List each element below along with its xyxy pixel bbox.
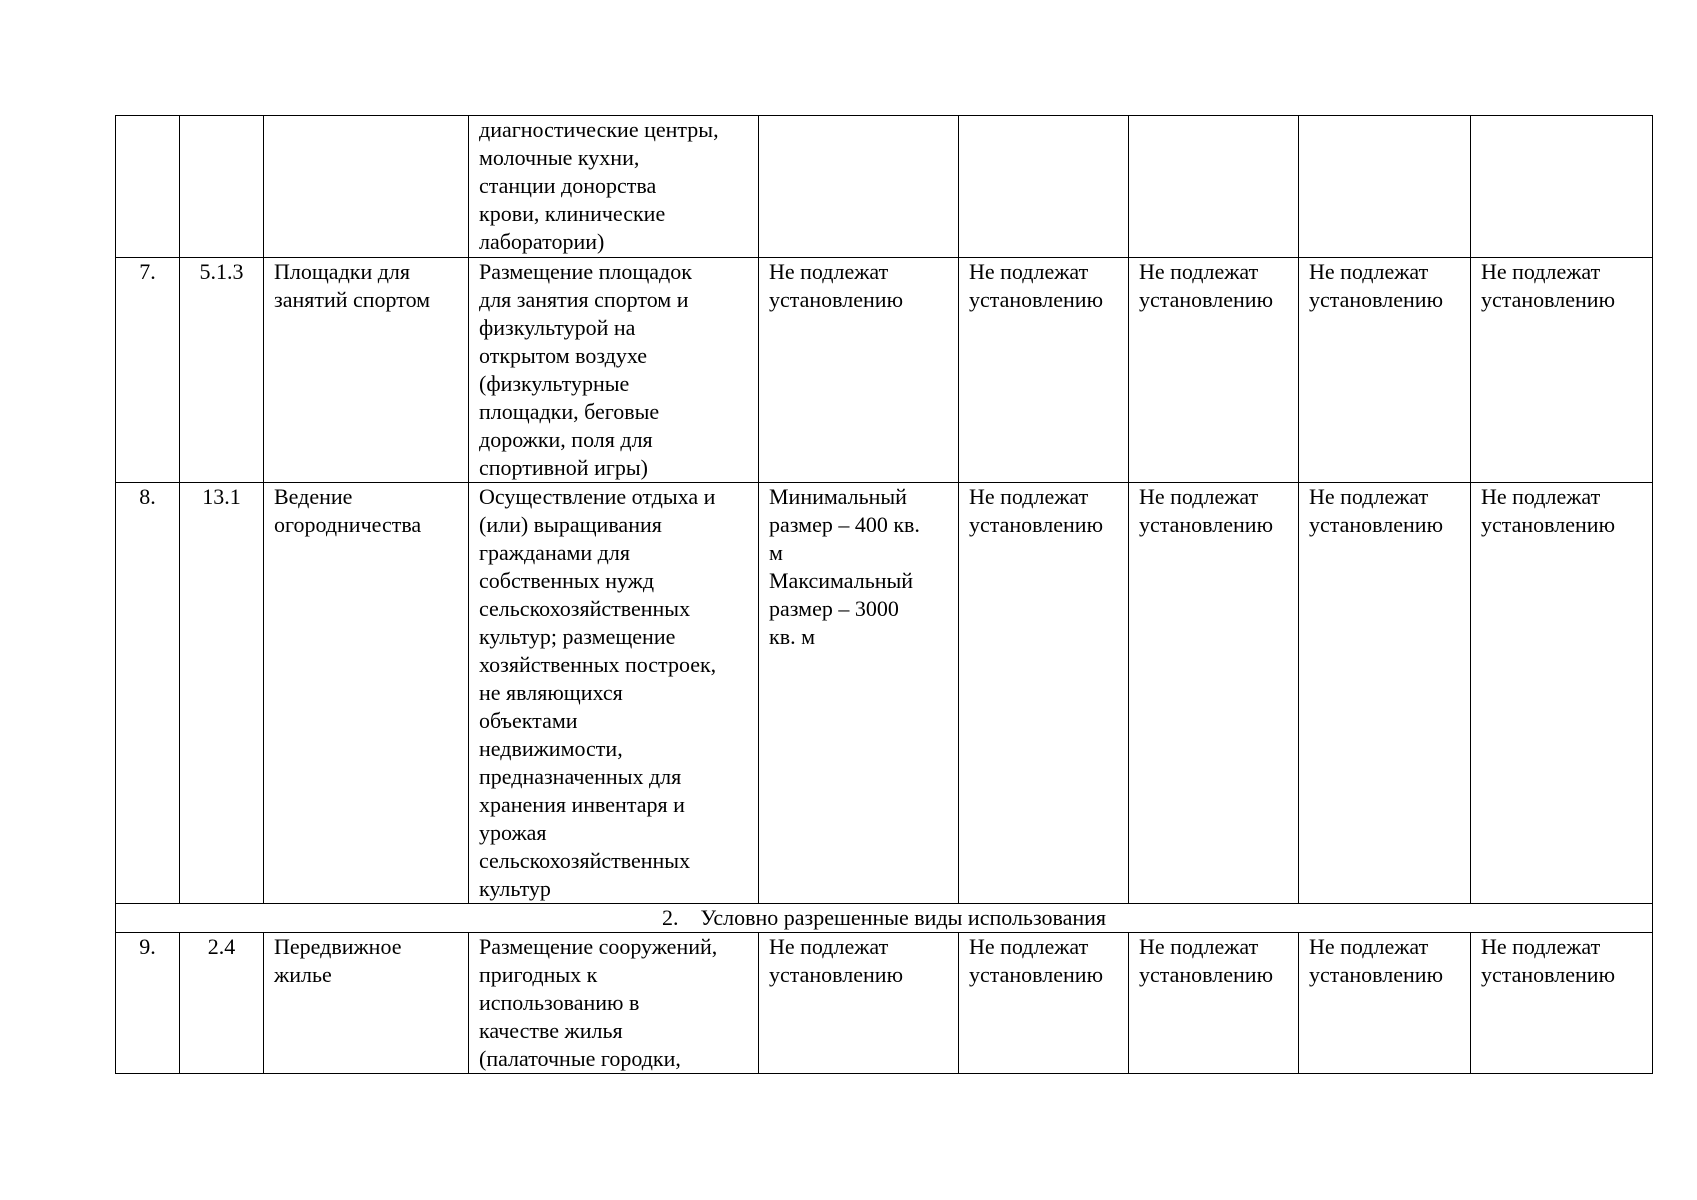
col8-line: Не подлежат bbox=[1309, 934, 1429, 959]
col6-line: установлению bbox=[969, 962, 1104, 987]
description-line: площадки, беговые bbox=[479, 399, 660, 424]
col8-line: Не подлежат bbox=[1309, 259, 1429, 284]
cell-col6 bbox=[959, 258, 1129, 483]
description-line: недвижимости, bbox=[479, 736, 623, 761]
cell-col7 bbox=[1129, 483, 1299, 904]
description-line: Размещение площадок bbox=[479, 259, 692, 284]
cell-code: 5.1.3 bbox=[180, 258, 264, 483]
description-line: использованию в bbox=[479, 990, 640, 1015]
cell-name bbox=[264, 483, 469, 904]
size-line: Не подлежат bbox=[769, 259, 889, 284]
col7-line: Не подлежат bbox=[1139, 934, 1259, 959]
description-line: молочные кухни, bbox=[479, 145, 640, 170]
cell-description bbox=[469, 258, 759, 483]
description-line: открытом воздухе bbox=[479, 343, 648, 368]
description-line: для занятия спортом и bbox=[479, 287, 689, 312]
col9-line: Не подлежат bbox=[1481, 259, 1601, 284]
name-line: Площадки для bbox=[274, 259, 411, 284]
col9-line: Не подлежат bbox=[1481, 484, 1601, 509]
size-line: размер – 3000 bbox=[769, 596, 899, 621]
cell-col9 bbox=[1471, 258, 1653, 483]
cell-col6 bbox=[959, 933, 1129, 1074]
description-line: Размещение сооружений, bbox=[479, 934, 718, 959]
col6-line: Не подлежат bbox=[969, 934, 1089, 959]
size-line: установлению bbox=[769, 962, 904, 987]
description-line: сельскохозяйственных bbox=[479, 596, 691, 621]
cell-size bbox=[759, 483, 959, 904]
description-line: качестве жилья bbox=[479, 1018, 623, 1043]
description-line: спортивной игры) bbox=[479, 455, 648, 480]
cell-name bbox=[264, 258, 469, 483]
cell-name bbox=[264, 116, 469, 258]
description-line: пригодных к bbox=[479, 962, 598, 987]
cell-size bbox=[759, 116, 959, 258]
description-line: хранения инвентаря и bbox=[479, 792, 685, 817]
col9-line: установлению bbox=[1481, 512, 1616, 537]
cell-size bbox=[759, 933, 959, 1074]
description-line: урожая bbox=[479, 820, 547, 845]
cell-col9 bbox=[1471, 483, 1653, 904]
name-line: жилье bbox=[274, 962, 332, 987]
description-line: не являющихся bbox=[479, 680, 623, 705]
cell-description bbox=[469, 483, 759, 904]
cell-size bbox=[759, 258, 959, 483]
description-line: физкультурой на bbox=[479, 315, 636, 340]
description-line: лаборатории) bbox=[479, 229, 605, 254]
table-row bbox=[116, 258, 1653, 483]
size-line: Не подлежат bbox=[769, 934, 889, 959]
col8-line: Не подлежат bbox=[1309, 484, 1429, 509]
description-line: культур; размещение bbox=[479, 624, 676, 649]
cell-num: 8. bbox=[116, 483, 180, 904]
col8-line: установлению bbox=[1309, 512, 1444, 537]
section-header-row bbox=[116, 904, 1653, 933]
section-number: 2. bbox=[661, 905, 679, 930]
description-line: объектами bbox=[479, 708, 578, 733]
col9-line: установлению bbox=[1481, 287, 1616, 312]
col9-line: установлению bbox=[1481, 962, 1616, 987]
cell-code: 2.4 bbox=[180, 933, 264, 1074]
section-header bbox=[116, 904, 1653, 933]
col7-line: установлению bbox=[1139, 287, 1274, 312]
cell-name bbox=[264, 933, 469, 1074]
cell-col6 bbox=[959, 483, 1129, 904]
table-row-continuation bbox=[116, 116, 1653, 258]
description-line: культур bbox=[479, 876, 551, 901]
size-line: м bbox=[769, 540, 783, 565]
col7-line: установлению bbox=[1139, 512, 1274, 537]
cell-col9 bbox=[1471, 933, 1653, 1074]
col7-line: Не подлежат bbox=[1139, 484, 1259, 509]
cell-col8 bbox=[1299, 483, 1471, 904]
description-line: (палаточные городки, bbox=[479, 1046, 681, 1071]
size-line: установлению bbox=[769, 287, 904, 312]
description-line: Осуществление отдыха и bbox=[479, 484, 716, 509]
col8-line: установлению bbox=[1309, 962, 1444, 987]
cell-col7 bbox=[1129, 933, 1299, 1074]
description-line: станции донорства bbox=[479, 173, 657, 198]
table-row bbox=[116, 933, 1653, 1074]
land-use-table bbox=[115, 115, 1653, 1074]
cell-col7 bbox=[1129, 258, 1299, 483]
col8-line: установлению bbox=[1309, 287, 1444, 312]
cell-num bbox=[116, 116, 180, 258]
col6-line: установлению bbox=[969, 512, 1104, 537]
col6-line: установлению bbox=[969, 287, 1104, 312]
description-line: собственных нужд bbox=[479, 568, 655, 593]
description-line: предназначенных для bbox=[479, 764, 682, 789]
size-line: размер – 400 кв. bbox=[769, 512, 920, 537]
description-line: дорожки, поля для bbox=[479, 427, 653, 452]
cell-col8 bbox=[1299, 933, 1471, 1074]
name-line: Ведение bbox=[274, 484, 353, 509]
description-line: крови, клинические bbox=[479, 201, 666, 226]
section-title: Условно разрешенные виды использования bbox=[700, 905, 1107, 930]
cell-code: 13.1 bbox=[180, 483, 264, 904]
description-line: сельскохозяйственных bbox=[479, 848, 691, 873]
cell-col7 bbox=[1129, 116, 1299, 258]
description-line: хозяйственных построек, bbox=[479, 652, 717, 677]
size-line: кв. м bbox=[769, 624, 815, 649]
cell-num: 7. bbox=[116, 258, 180, 483]
description-line: (физкультурные bbox=[479, 371, 630, 396]
cell-description bbox=[469, 933, 759, 1074]
col7-line: установлению bbox=[1139, 962, 1274, 987]
description-line: гражданами для bbox=[479, 540, 630, 565]
cell-col8 bbox=[1299, 258, 1471, 483]
col7-line: Не подлежат bbox=[1139, 259, 1259, 284]
cell-col8 bbox=[1299, 116, 1471, 258]
cell-num: 9. bbox=[116, 933, 180, 1074]
name-line: занятий спортом bbox=[274, 287, 431, 312]
col9-line: Не подлежат bbox=[1481, 934, 1601, 959]
cell-code bbox=[180, 116, 264, 258]
col6-line: Не подлежат bbox=[969, 484, 1089, 509]
cell-col9 bbox=[1471, 116, 1653, 258]
size-line: Минимальный bbox=[769, 484, 907, 509]
col6-line: Не подлежат bbox=[969, 259, 1089, 284]
cell-col6 bbox=[959, 116, 1129, 258]
description-line: (или) выращивания bbox=[479, 512, 662, 537]
cell-description bbox=[469, 116, 759, 258]
table-row bbox=[116, 483, 1653, 904]
name-line: Передвижное bbox=[274, 934, 402, 959]
description-line: диагностические центры, bbox=[479, 117, 719, 142]
size-line: Максимальный bbox=[769, 568, 914, 593]
name-line: огородничества bbox=[274, 512, 422, 537]
